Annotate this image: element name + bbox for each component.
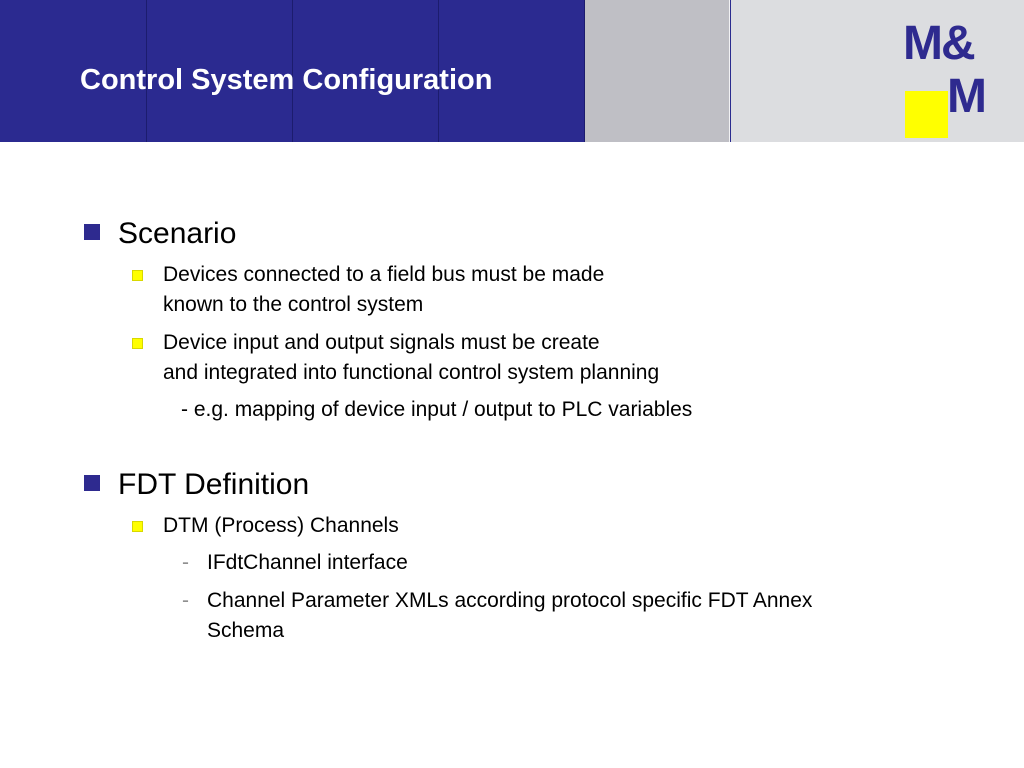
sub-bullet-line: Schema: [207, 619, 285, 642]
logo-bottom-text: M: [947, 70, 985, 123]
bullet-line: DTM (Process) Channels: [163, 514, 399, 537]
logo-yellow-square: [905, 91, 948, 138]
yellow-square-bullet-icon: [132, 521, 143, 532]
section-heading: [84, 216, 236, 252]
bullet-item: [132, 260, 604, 320]
bullet-line: Device input and output signals must be create: [163, 331, 600, 354]
header-divider: [584, 0, 585, 142]
sub-bullet-item: [182, 548, 408, 578]
slide-header: [0, 0, 1024, 142]
section-heading: [84, 467, 309, 503]
bullet-item: [132, 511, 399, 541]
sub-bullet-line: Channel Parameter XMLs according protocol specific FDT Annex: [207, 589, 813, 612]
mm-logo: [903, 18, 999, 124]
header-divider: [729, 0, 730, 142]
page-title: Control System Configuration: [80, 64, 493, 96]
blue-square-bullet-icon: [84, 224, 100, 240]
example-note: - e.g. mapping of device input / output to PLC variables: [181, 398, 693, 421]
logo-top-text: M&: [903, 17, 974, 70]
header-panel: [585, 0, 729, 142]
dash-marker: -: [182, 589, 189, 612]
slide-content: [0, 142, 1024, 768]
bullet-item: [132, 328, 659, 388]
bullet-line: and integrated into functional control system planning: [163, 361, 660, 384]
blue-square-bullet-icon: [84, 475, 100, 491]
section-heading-text: Scenario: [118, 217, 237, 250]
dash-marker: -: [182, 551, 189, 574]
yellow-square-bullet-icon: [132, 338, 143, 349]
sub-bullet-line: IFdtChannel interface: [207, 551, 408, 574]
section-heading-text: FDT Definition: [118, 468, 310, 501]
bullet-line: known to the control system: [163, 293, 424, 316]
sub-bullet-item: [182, 586, 812, 646]
yellow-square-bullet-icon: [132, 270, 143, 281]
bullet-line: Devices connected to a field bus must be made: [163, 263, 605, 286]
